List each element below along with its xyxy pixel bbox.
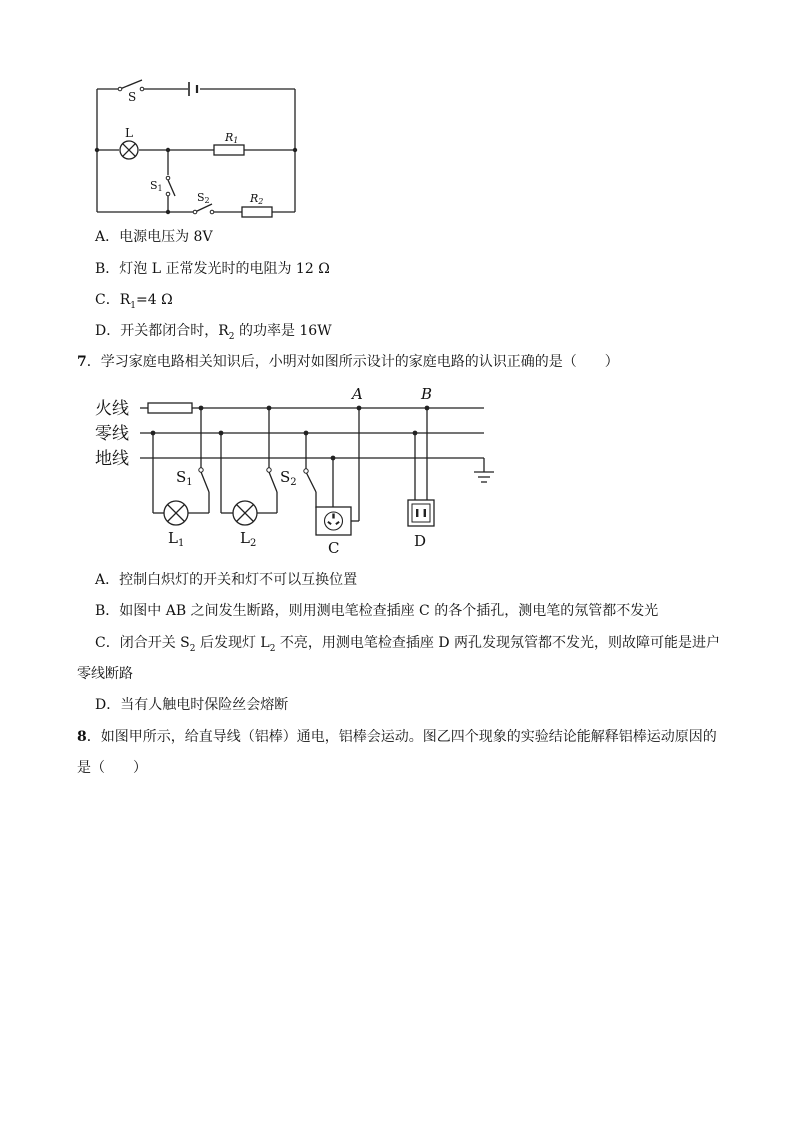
svg-text:S2 [197,191,210,205]
switch-s2-blade [195,204,212,212]
label-r2-sub: 2 [258,197,264,206]
label-l1: L [168,529,178,547]
circuit-diagram-1 [0,0,794,230]
q7-option-c-suffix: 不亮，用测电笔检查插座 D 两孔发现氖管都不发光，则故障可能是进户 [275,635,721,651]
switch-s2-blade [269,472,277,492]
socket-c [316,507,351,535]
label-s1-sub: 1 [186,477,193,488]
label-s1: S [176,468,187,486]
q7-option-c [95,633,720,659]
q7-option-d: D．当有人触电时保险丝会熔断 [95,697,289,713]
label-s2-sub: 2 [204,196,210,205]
q8-stem-text: ．如图甲所示，给直导线（铝棒）通电，铝棒会运动。图乙四个现象的实验结论能解释铝棒运动原因的 [86,729,717,745]
label-s1-sub: 1 [157,184,163,193]
label-s2: S [280,468,291,486]
label-socket-c: C [328,539,340,557]
q7-stem-text: ．学习家庭电路相关知识后，小明对如图所示设计的家庭电路的认识正确的是（ ） [86,354,619,370]
q6-option-c [95,290,173,316]
q6-option-c-suffix: =4 Ω [136,292,173,308]
q7-stem [77,352,619,372]
q6-option-c-prefix: C．R [95,292,131,308]
label-r1-sub: 1 [233,136,239,145]
q6-option-b: B．灯泡 L 正常发光时的电阻为 12 Ω [95,261,330,277]
q7-option-b: B．如图中 AB 之间发生断路，则用测电笔检查插座 C 的各个插孔，测电笔的氖管都不发光 [95,603,659,619]
svg-text:L1 [168,529,184,549]
switch-socket-c-blade [306,472,316,492]
svg-text:S2 [280,468,297,488]
label-l2: L [240,529,250,547]
label-ground-wire: 地线 [95,449,129,469]
q6-option-d-suffix: 的功率是 16W [234,323,332,339]
q8-stem-line1 [77,727,717,747]
label-s1: S [150,179,158,192]
q6-option-c-sub: 1 [130,300,136,311]
q8-stem-line2: 是（ ） [77,760,147,776]
q6-option-a: A．电源电压为 8V [95,229,213,245]
svg-text:S1 [176,468,193,488]
q7-number: 7 [77,354,87,370]
svg-text:L2 [240,529,256,549]
label-l: L [125,126,133,140]
svg-text:R1 [224,131,238,145]
socket-d [408,500,434,526]
q6-option-d [95,321,332,347]
q7-option-c-mid: 后发现灯 L [195,635,270,651]
q6-option-d-sub: 2 [228,331,235,342]
label-s: S [128,90,137,104]
label-l1-sub: 1 [177,538,185,549]
label-r2: R [250,192,259,205]
q7-option-c-prefix: C．闭合开关 S [95,635,190,651]
q7-option-c-sub1: 2 [189,643,196,654]
q8-number: 8 [77,729,87,745]
q7-option-c-sub2: 2 [269,643,276,654]
switch-s1-blade [201,472,209,492]
label-live-wire: 火线 [95,399,129,419]
q7-option-c-line2: 零线断路 [77,666,133,682]
label-point-a: A [352,385,363,403]
q6-option-d-prefix: D．开关都闭合时，R [95,323,229,339]
label-l2-sub: 2 [249,538,257,549]
q7-option-a: A．控制白炽灯的开关和灯不可以互换位置 [95,572,358,588]
label-point-b: B [421,385,433,403]
svg-text:S1 [150,179,163,193]
label-neutral-wire: 零线 [95,424,129,444]
household-circuit-diagram [0,375,794,565]
label-s2: S [197,191,205,204]
label-s2-sub: 2 [290,477,297,488]
svg-text:R2 [249,192,263,206]
label-r1: R [225,131,234,144]
switch-s-blade [120,80,142,89]
label-socket-d: D [414,532,427,550]
